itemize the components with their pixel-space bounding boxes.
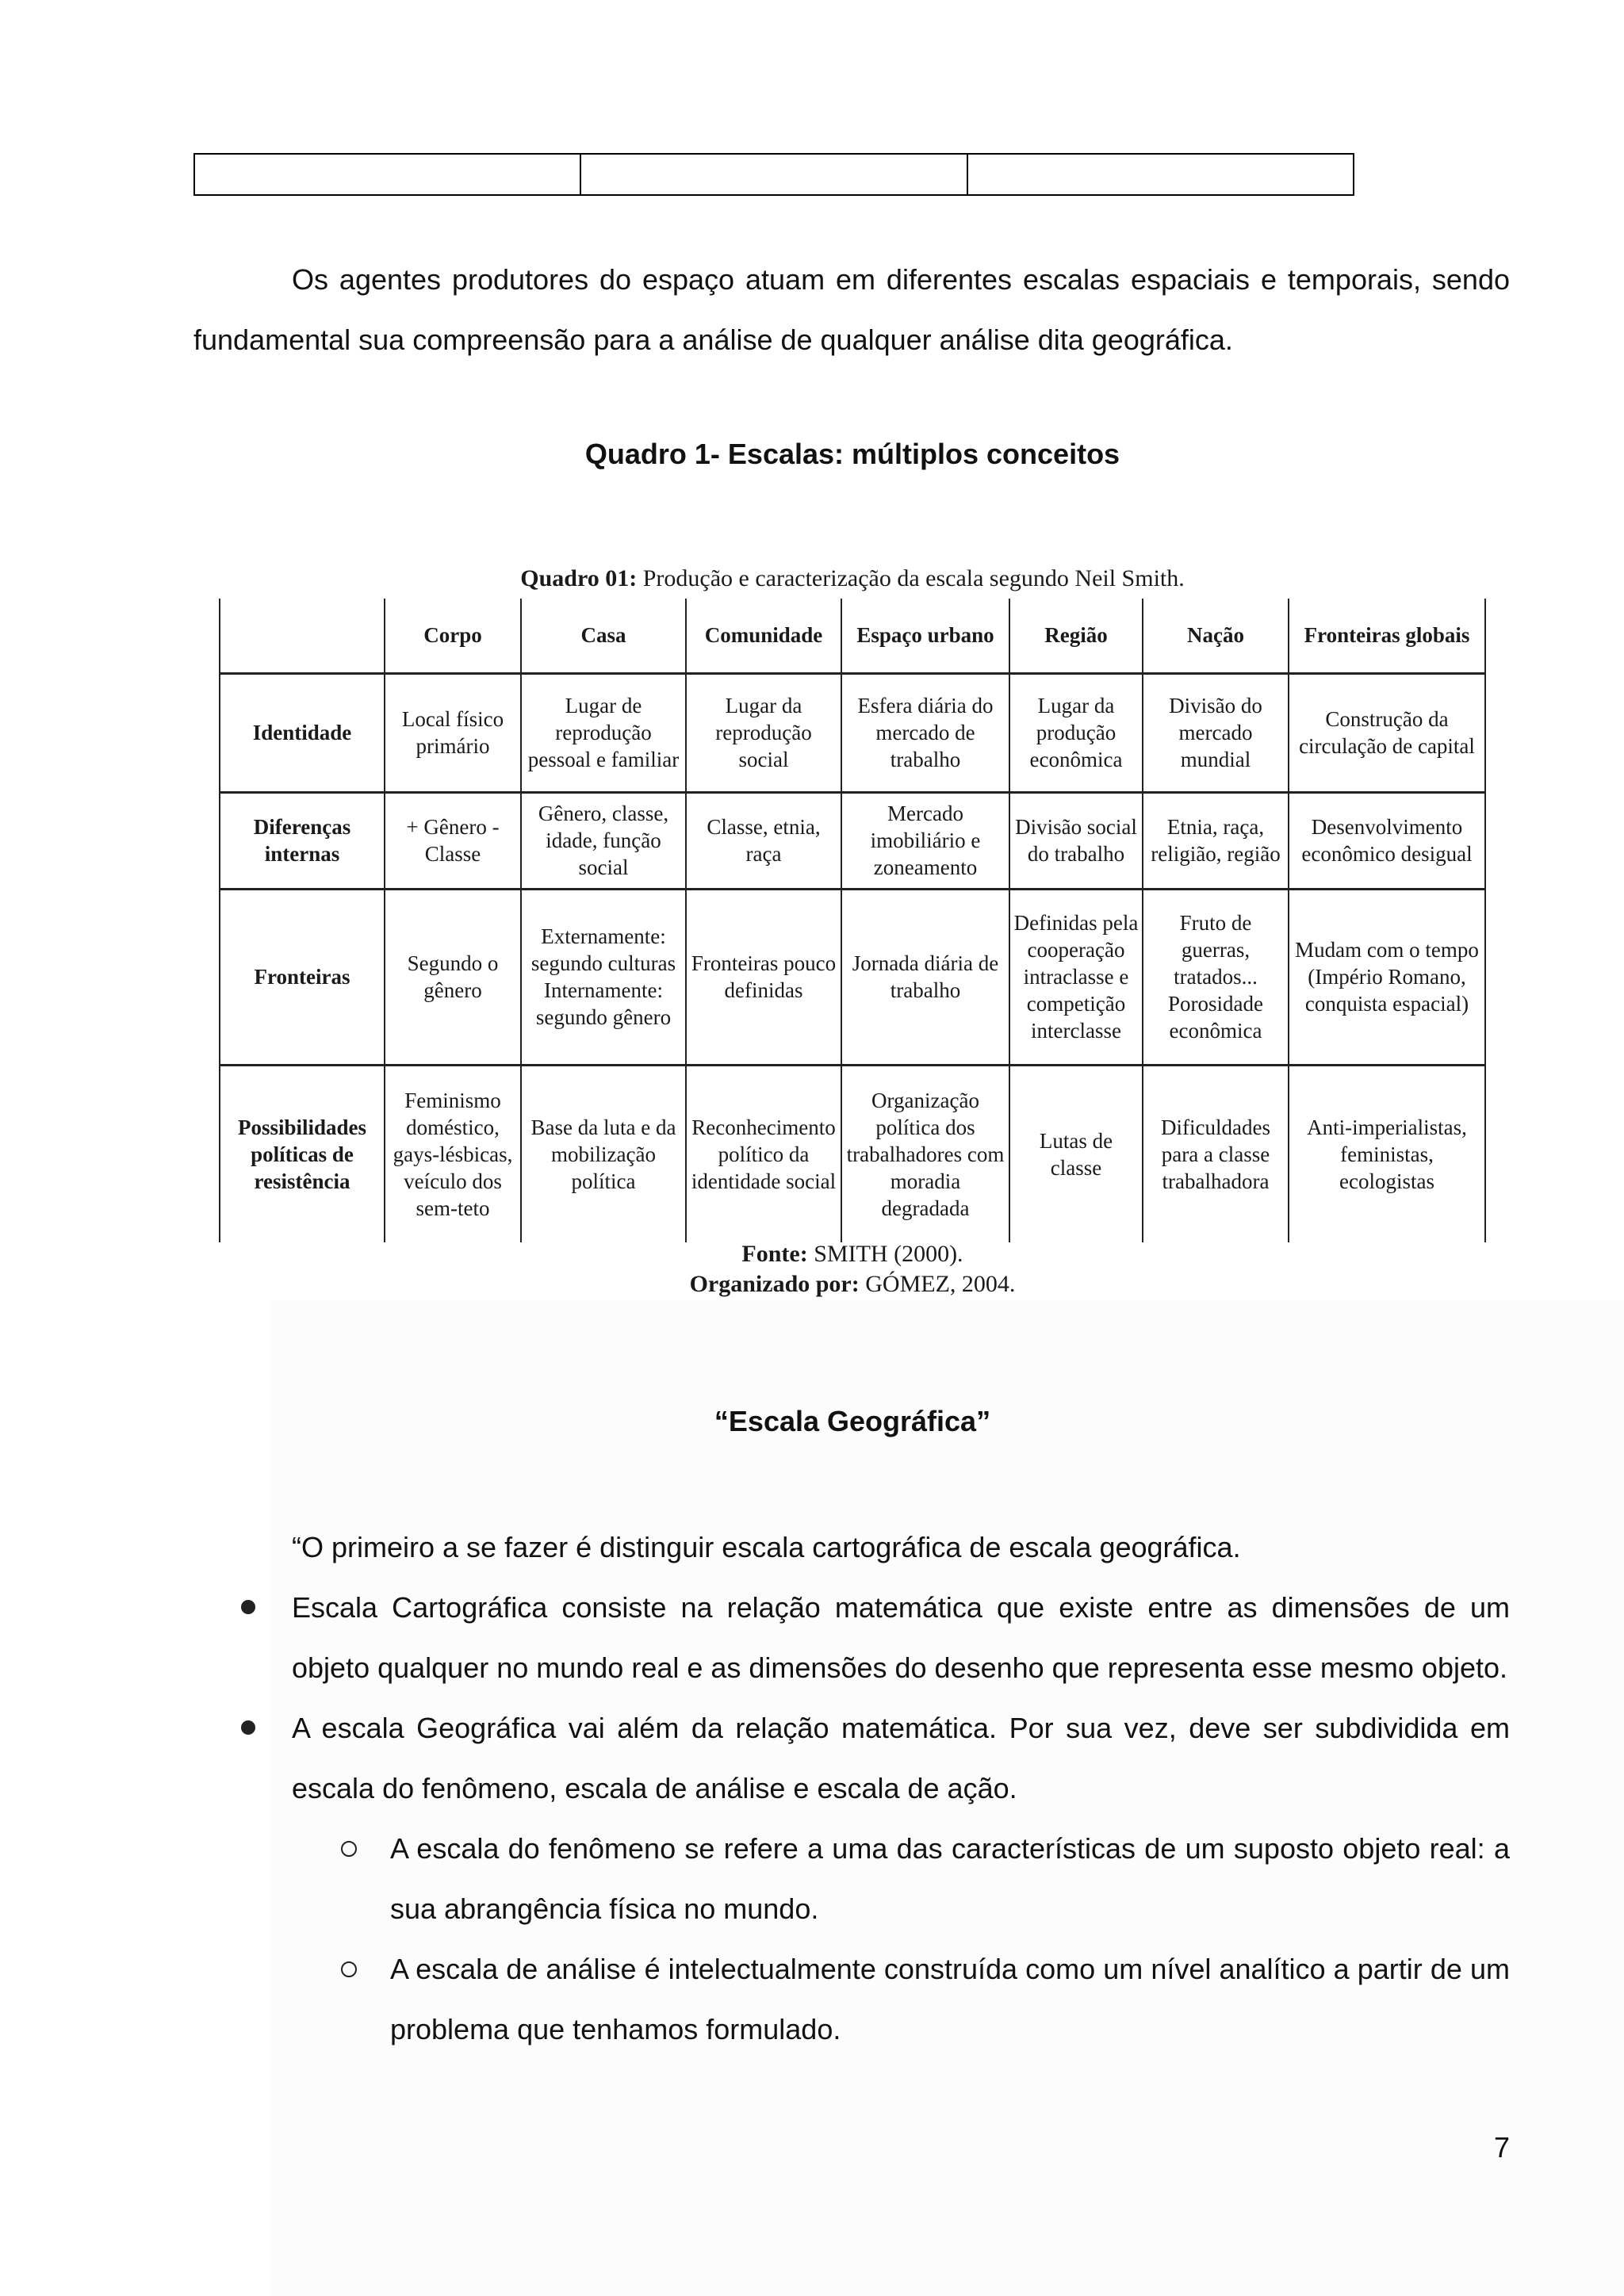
table-cell: Segundo o gênero — [385, 889, 521, 1065]
table-cell: Local físico primário — [385, 673, 521, 792]
row-label: Possibilidades políticas de resistência — [220, 1065, 385, 1242]
scan-title-bold: Quadro 01: — [520, 565, 638, 591]
header-cell: Corpo — [385, 599, 521, 673]
table-row — [220, 673, 1485, 792]
row-label: Identidade — [220, 673, 385, 792]
scanned-table-figure — [214, 559, 1491, 1312]
table-cell: Base da luta e da mobilização política — [521, 1065, 686, 1242]
scan-title — [214, 565, 1491, 592]
table-cell: Externamente: segundo culturas Internamente: segundo gênero — [521, 889, 686, 1065]
table-row — [220, 889, 1485, 1065]
page-number: 7 — [1493, 2131, 1510, 2164]
sub-list-item — [292, 1939, 1510, 2060]
source-bold: Fonte: — [741, 1241, 808, 1267]
table-cell: Fronteiras pouco definidas — [686, 889, 841, 1065]
figure-caption: Quadro 1- Escalas: múltiplos conceitos — [584, 438, 1120, 470]
sub-list-item — [292, 1819, 1510, 1939]
table-cell: Construção da circulação de capital — [1289, 673, 1485, 792]
bullet-dot-icon — [241, 1720, 255, 1735]
table-cell: Definidas pela cooperação intraclasse e competição interclasse — [1009, 889, 1143, 1065]
table-cell: Esfera diária do mercado de trabalho — [841, 673, 1009, 792]
source-text: SMITH (2000). — [807, 1241, 963, 1267]
hollow-bullet-icon — [341, 1841, 357, 1857]
header-cell: Espaço urbano — [841, 599, 1009, 673]
table-cell: Jornada diária de trabalho — [841, 889, 1009, 1065]
table-cell: Organização política dos trabalhadores com moradia degradada — [841, 1065, 1009, 1242]
table-cell: Divisão social do trabalho — [1009, 792, 1143, 889]
table-cell: Fruto de guerras, tratados... Porosidade econômica — [1143, 889, 1289, 1065]
table-cell: Classe, etnia, raça — [686, 792, 841, 889]
table-cell: + Gênero - Classe — [385, 792, 521, 889]
table-cell: Gênero, classe, idade, função social — [521, 792, 686, 889]
intro-paragraph: Os agentes produtores do espaço atuam em diferentes escalas espaciais e temporais, sendo fundamental sua compreensão para a análise de qualquer análise dita geográfica. — [193, 263, 1510, 356]
header-cell: Comunidade — [686, 599, 841, 673]
bullet-text: A escala Geográfica vai além da relação matemática. Por sua vez, deve ser subdividida em escala do fenômeno, escala de análise e escala de ação. — [292, 1712, 1510, 1804]
previous-table-tail — [193, 153, 1354, 196]
header-cell: Nação — [1143, 599, 1289, 673]
prev-table-cell — [967, 154, 1354, 195]
table-cell: Anti-imperialistas, feministas, ecologistas — [1289, 1065, 1485, 1242]
source-line — [214, 1239, 1491, 1269]
header-cell: Região — [1009, 599, 1143, 673]
table-cell: Mudam com o tempo (Império Romano, conquista espacial) — [1289, 889, 1485, 1065]
table-row — [220, 792, 1485, 889]
hollow-bullet-icon — [341, 1961, 357, 1977]
organizer-text: GÓMEZ, 2004. — [859, 1271, 1016, 1297]
bullet-dot-icon — [241, 1600, 255, 1614]
bullet-list — [193, 1578, 1510, 2060]
list-item — [193, 1698, 1510, 2060]
table-cell: Etnia, raça, religião, região — [1143, 792, 1289, 889]
organizer-bold: Organizado por: — [689, 1271, 860, 1297]
header-cell: Casa — [521, 599, 686, 673]
table-cell: Desenvolvimento econômico desigual — [1289, 792, 1485, 889]
sub-bullet-text: A escala de análise é intelectualmente construída como um nível analítico a partir de um problema que tenhamos formulado. — [390, 1953, 1510, 2045]
scale-table — [219, 599, 1486, 1242]
table-cell: Lugar da produção econômica — [1009, 673, 1143, 792]
table-cell: Reconhecimento político da identidade social — [686, 1065, 841, 1242]
table-cell: Divisão do mercado mundial — [1143, 673, 1289, 792]
scan-title-text: Produção e caracterização da escala segundo Neil Smith. — [637, 565, 1185, 591]
bullet-text: Escala Cartográfica consiste na relação matemática que existe entre as dimensões de um objeto qualquer no mundo real e as dimensões do desenho que representa esse mesmo objeto. — [292, 1591, 1510, 1684]
header-cell: Fronteiras globais — [1289, 599, 1485, 673]
table-cell: Feminismo doméstico, gays-lésbicas, veículo dos sem-teto — [385, 1065, 521, 1242]
table-cell: Lugar da reprodução social — [686, 673, 841, 792]
table-row — [220, 1065, 1485, 1242]
row-label: Diferenças internas — [220, 792, 385, 889]
opening-quote-paragraph: “O primeiro a se fazer é distinguir escala cartográfica de escala geográfica. — [292, 1531, 1241, 1563]
prev-table-cell — [194, 154, 580, 195]
scan-source — [214, 1239, 1491, 1299]
table-cell: Lugar de reprodução pessoal e familiar — [521, 673, 686, 792]
prev-table-cell — [580, 154, 967, 195]
sub-bullet-text: A escala do fenômeno se refere a uma das características de um suposto objeto real: a sua abrangência física no mundo. — [390, 1832, 1510, 1925]
organizer-line — [214, 1269, 1491, 1299]
row-label: Fronteiras — [220, 889, 385, 1065]
sub-bullet-list — [292, 1819, 1510, 2060]
table-cell: Mercado imobiliário e zoneamento — [841, 792, 1009, 889]
header-cell — [220, 599, 385, 673]
table-cell: Lutas de classe — [1009, 1065, 1143, 1242]
table-cell: Dificuldades para a classe trabalhadora — [1143, 1065, 1289, 1242]
list-item — [193, 1578, 1510, 1698]
section-heading: “Escala Geográfica” — [714, 1405, 991, 1437]
